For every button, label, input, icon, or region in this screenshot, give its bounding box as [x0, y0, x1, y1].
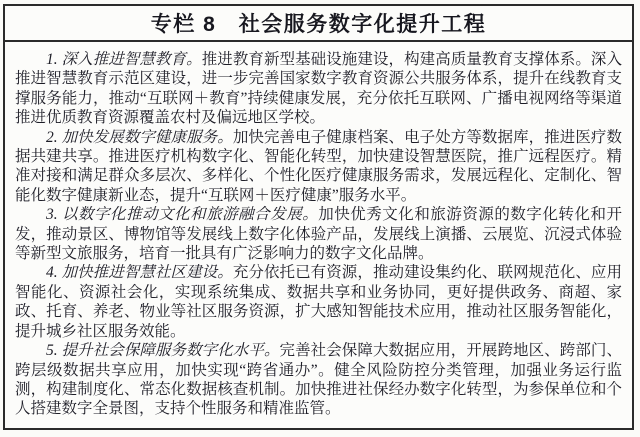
column-box-body — [5, 42, 632, 426]
paragraph-2-text: 加快完善电子健康档案、电子处方等数据库，推进医疗数据共建共享。推进医疗机构数字化、智能化转型，加快建设智慧医院，推广远程医疗。精准对接和满足群众多层次、多样化、个性化医疗健康服务需求，发展远程化、定制化、智能化数字健康新业态，提升“互联网＋医疗健康”服务水平。 — [15, 128, 622, 204]
paragraph-4 — [15, 263, 622, 341]
paragraph-4-text: 充分依托已有资源，推动建设集约化、联网规范化、应用智能化、资源社会化，实现系统集成、数据共享和业务协同，更好提供政务、商超、家政、托育、养老、物业等社区服务资源，扩大感知智能技术应用，推动社区服务智能化，提升城乡社区服务效能。 — [15, 264, 622, 340]
paragraph-3-text: 加快优秀文化和旅游资源的数字化转化和开发，推动景区、博物馆等发展线上数字化体验产品，发展线上演播、云展览、沉浸式体验等新型文旅服务，培育一批具有广泛影响力的数字文化品牌。 — [15, 206, 622, 263]
paragraph-1-lead: 1. 深入推进智慧教育。 — [46, 51, 202, 68]
paragraph-3 — [15, 205, 622, 263]
paragraph-4-lead: 4. 加快推进智慧社区建设。 — [46, 264, 233, 282]
paragraph-2-lead: 2. 加快发展数字健康服务。 — [46, 128, 233, 146]
column-box — [3, 4, 634, 430]
paragraph-5 — [15, 341, 622, 419]
paragraph-1-text: 推进教育新型基础设施建设，构建高质量教育支撑体系。深入推进智慧教育示范区建设，进一步完善国家数字教育资源公共服务体系，提升在线教育支撑服务能力，推动“互联网＋教育”持续健康发展，充分依托互联网、广播电视网络等渠道推进优质教育资源覆盖农村及偏远地区学校。 — [15, 51, 622, 127]
paragraph-3-lead: 3. 以数字化推动文化和旅游融合发展。 — [46, 206, 319, 224]
column-box-title: 专栏 8 社会服务数字化提升工程 — [150, 13, 487, 36]
paragraph-1 — [15, 50, 622, 128]
paragraph-2 — [15, 128, 622, 206]
paragraph-5-lead: 5. 提升社会保障服务数字化水平。 — [46, 342, 280, 360]
column-box-title-row — [5, 6, 632, 42]
paragraph-5-text: 完善社会保障大数据应用，开展跨地区、跨部门、跨层级数据共享应用，加快实现“跨省通办”。健全风险防控分类管理，加强业务运行监测，构建制度化、常态化数据核查机制。加快推进社保经办数字化转型，为参保单位和个人搭建数字全景图，支持个性服务和精准监管。 — [15, 342, 622, 418]
